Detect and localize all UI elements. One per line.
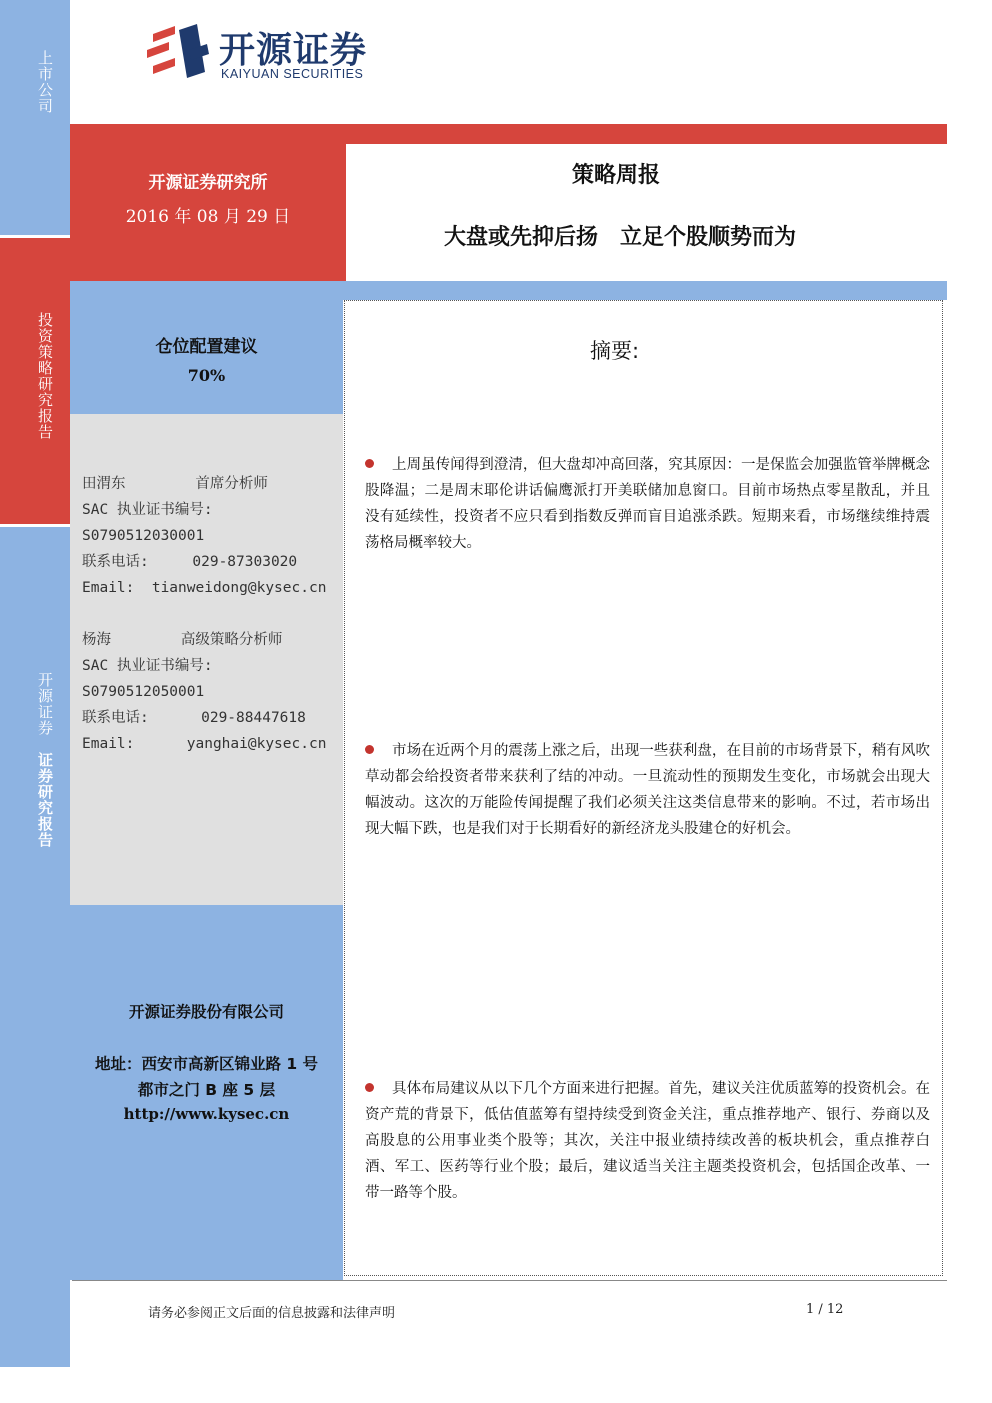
sidebar-report-type: 投资策略研究报告 bbox=[36, 312, 54, 440]
sidebar-top-band bbox=[0, 0, 70, 235]
analyst-cert-label: SAC 执业证书编号: bbox=[82, 502, 213, 518]
summary-paragraph: 市场在近两个月的震荡上涨之后，出现一些获利盘，在目前的市场背景下，稍有风吹草动都会给投资者带来获利了结的冲动。一旦流动性的预期发生变化，市场就会出现大幅波动。这次的万能险传闻提醒了我们必须关注这类信息带来的影响。不过，若市场出现大幅下跌，也是我们对于长期看好的新经济龙头股建仓的好机会。 bbox=[365, 743, 930, 837]
summary-paragraph: 具体布局建议从以下几个方面来进行把握。首先，建议关注优质蓝筹的投资机会。在资产荒的背景下，低估值蓝筹有望持续受到资金关注，重点推荐地产、银行、券商以及高股息的公用事业类个股等；其次，关注中报业绩持续改善的板块机会，重点推荐白酒、军工、医药等行业个股；最后，建议适当关注主题类投资机会，包括国企改革、一带一路等个股。 bbox=[365, 1081, 930, 1201]
report-date: 2016 年 08 月 29 日 bbox=[125, 207, 291, 227]
sidebar-brand: 开源证券 bbox=[36, 672, 54, 736]
analyst-email[interactable]: Email: tianweidong@kysec.cn bbox=[82, 580, 327, 596]
analyst-name-line: 杨海 高级策略分析师 bbox=[82, 632, 283, 648]
page-number: 1 / 12 bbox=[806, 1302, 844, 1317]
footer-disclaimer: 请务必参阅正文后面的信息披露和法律声明 bbox=[148, 1306, 396, 1321]
bullet-icon bbox=[365, 459, 374, 468]
sidebar-bottom-band bbox=[0, 527, 70, 1367]
company-address-1: 地址：西安市高新区锦业路 1 号 bbox=[94, 1055, 319, 1073]
report-title: 大盘或先抑后扬 立足个股顺势而为 bbox=[443, 225, 796, 250]
analyst-cert-number: S0790512050001 bbox=[82, 684, 205, 700]
bullet-icon bbox=[365, 745, 374, 754]
bullet-icon bbox=[365, 1083, 374, 1092]
footer-divider bbox=[72, 1280, 947, 1281]
report-kind: 策略周报 bbox=[571, 163, 660, 188]
position-label: 仓位配置建议 bbox=[155, 337, 258, 357]
analyst-card bbox=[82, 471, 340, 601]
logo-text-en: KAIYUAN SECURITIES bbox=[221, 67, 364, 81]
summary-paragraph: 上周虽传闻得到澄清，但大盘却冲高回落，究其原因：一是保监会加强监管举牌概念股降温；二是周末耶伦讲话偏鹰派打开美联储加息窗口。目前市场热点零星散乱，并且没有延续性，投资者不应只看到指数反弹而盲目追涨杀跌。短期来看，市场继续维持震荡格局概率较大。 bbox=[365, 457, 930, 551]
analyst-phone: 联系电话: 029-88447618 bbox=[82, 710, 306, 726]
logo-text-cn: 开源证券 bbox=[219, 30, 368, 71]
sidebar-listed-company: 上市公司 bbox=[36, 50, 54, 114]
logo-mark-icon bbox=[145, 20, 211, 84]
summary-heading: 摘要: bbox=[590, 339, 640, 363]
analyst-phone: 联系电话: 029-87303020 bbox=[82, 554, 298, 570]
sidebar-brand-bold: 证券研究报告 bbox=[36, 752, 54, 848]
summary-item bbox=[365, 452, 930, 556]
company-url[interactable]: http://www.kysec.cn bbox=[123, 1105, 290, 1123]
company-address-2: 都市之门 B 座 5 层 bbox=[137, 1081, 276, 1099]
analyst-cert-number: S0790512030001 bbox=[82, 528, 205, 544]
summary-item bbox=[365, 1076, 930, 1206]
company-logo bbox=[145, 20, 385, 90]
analyst-name-line: 田渭东 首席分析师 bbox=[82, 476, 268, 492]
analyst-email[interactable]: Email: yanghai@kysec.cn bbox=[82, 736, 327, 752]
summary-item bbox=[365, 738, 930, 842]
company-name: 开源证券股份有限公司 bbox=[128, 1003, 284, 1021]
institute-name: 开源证券研究所 bbox=[148, 173, 268, 193]
position-box bbox=[70, 300, 343, 414]
analyst-cert-label: SAC 执业证书编号: bbox=[82, 658, 213, 674]
header-red-rule bbox=[346, 124, 947, 144]
position-value: 70% bbox=[187, 366, 226, 385]
header-blue-rule bbox=[70, 281, 947, 300]
analyst-card bbox=[82, 627, 340, 757]
